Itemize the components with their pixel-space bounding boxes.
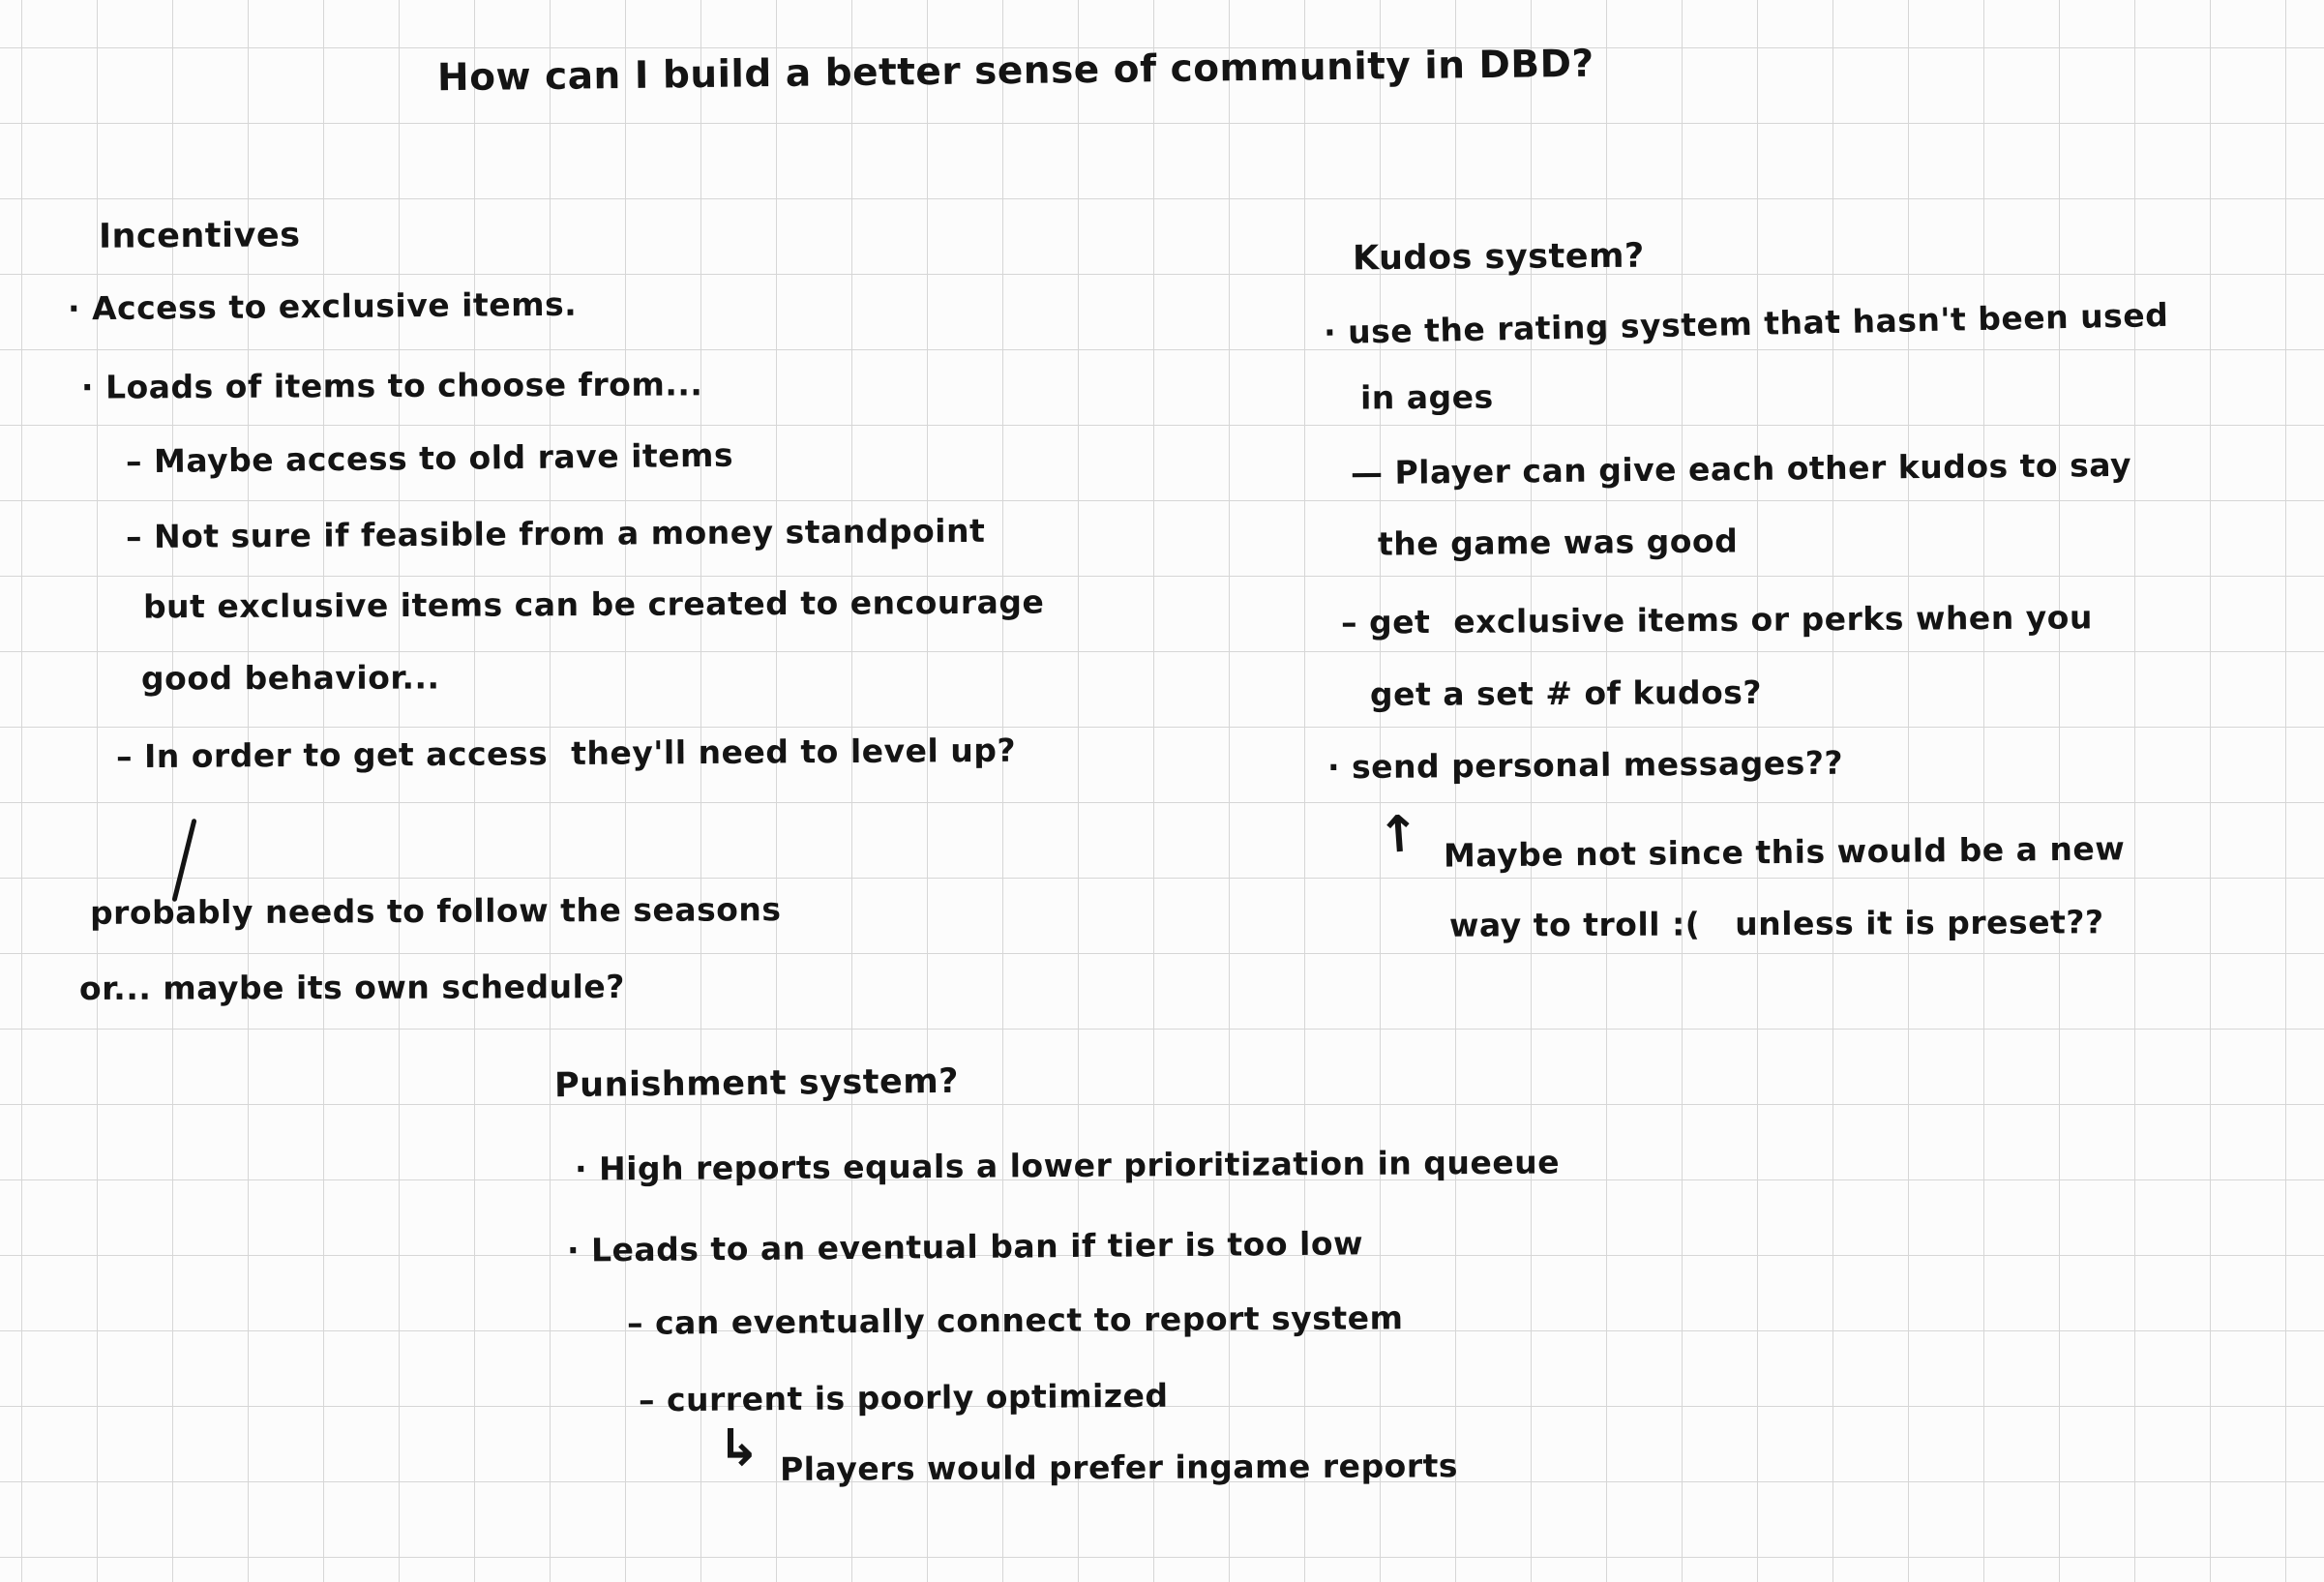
note-line: · Loads of items to choose from... bbox=[80, 365, 703, 406]
note-line: way to troll :( unless it is preset?? bbox=[1448, 903, 2104, 944]
note-line: – current is poorly optimized bbox=[638, 1376, 1169, 1419]
note-line: in ages bbox=[1359, 377, 1494, 417]
return-arrow-icon: ↳ bbox=[718, 1419, 761, 1478]
section-heading-punishment: Punishment system? bbox=[553, 1061, 960, 1106]
section-heading-kudos: Kudos system? bbox=[1352, 236, 1645, 279]
note-line: – In order to get access they'll need to level up? bbox=[115, 731, 1017, 776]
note-line: or... maybe its own schedule? bbox=[78, 968, 625, 1007]
note-line: · Leads to an eventual ban if tier is too low bbox=[566, 1224, 1364, 1269]
note-line: Maybe not since this would be a new bbox=[1443, 829, 2126, 875]
note-line: – can eventually connect to report system bbox=[626, 1298, 1404, 1342]
note-line: the game was good bbox=[1377, 522, 1739, 563]
note-line: good behavior... bbox=[140, 658, 440, 698]
section-heading-incentives: Incentives bbox=[98, 216, 301, 256]
note-line: but exclusive items can be created to encourage bbox=[142, 582, 1045, 626]
up-arrow-icon: ↑ bbox=[1375, 804, 1423, 866]
page-title: How can I build a better sense of community in DBD? bbox=[436, 42, 1594, 101]
note-line: probably needs to follow the seasons bbox=[89, 890, 782, 932]
note-line: · High reports equals a lower prioritization in queeue bbox=[574, 1143, 1561, 1188]
note-line: – get exclusive items or perks when you bbox=[1340, 598, 2094, 642]
note-line: · Access to exclusive items. bbox=[67, 284, 578, 328]
note-line: – Not sure if feasible from a money standpoint bbox=[125, 511, 986, 556]
note-line: · use the rating system that hasn't been used bbox=[1323, 295, 2169, 352]
note-line: · send personal messages?? bbox=[1326, 743, 1844, 787]
connector-line bbox=[171, 819, 196, 903]
note-line: – Maybe access to old rave items bbox=[125, 435, 734, 481]
note-line: get a set # of kudos? bbox=[1369, 672, 1763, 714]
note-line: — Player can give each other kudos to say bbox=[1350, 445, 2132, 493]
note-line: Players would prefer ingame reports bbox=[779, 1447, 1459, 1488]
